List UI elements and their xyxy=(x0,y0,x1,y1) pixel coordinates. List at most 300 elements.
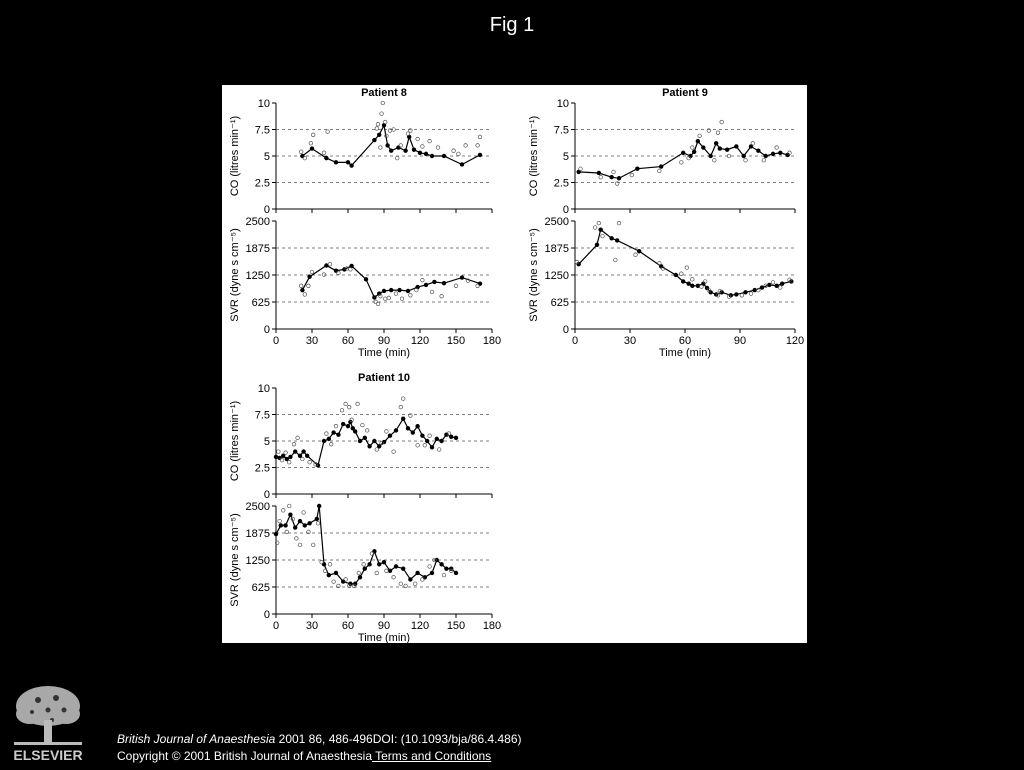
data-point-mean xyxy=(743,290,747,294)
data-point-individual xyxy=(292,442,296,446)
data-point-mean xyxy=(460,275,464,279)
y-tick-label: 0 xyxy=(263,204,270,216)
elsevier-tree-icon xyxy=(8,680,88,765)
data-point-mean xyxy=(310,146,314,150)
data-point-mean xyxy=(322,439,326,443)
data-point-individual xyxy=(284,451,288,455)
data-point-individual xyxy=(476,144,480,148)
data-point-individual xyxy=(376,302,380,306)
data-point-individual xyxy=(380,112,384,116)
data-point-mean xyxy=(382,440,386,444)
data-point-mean xyxy=(274,532,278,536)
data-point-mean xyxy=(692,150,696,154)
data-point-mean xyxy=(708,154,712,158)
data-point-mean xyxy=(595,243,599,247)
data-point-mean xyxy=(298,519,302,523)
data-point-individual xyxy=(691,278,695,282)
y-tick-label: 0 xyxy=(263,489,270,501)
data-point-individual xyxy=(375,127,379,131)
data-point-mean xyxy=(377,133,381,137)
data-point-mean xyxy=(756,149,760,153)
data-point-mean xyxy=(741,154,745,158)
data-point-individual xyxy=(744,158,748,162)
data-point-individual xyxy=(612,170,616,174)
x-axis-label: Time (min) xyxy=(357,347,411,359)
data-point-individual xyxy=(416,443,420,447)
data-point-individual xyxy=(680,161,684,165)
data-point-mean xyxy=(358,439,362,443)
data-point-mean xyxy=(430,571,434,575)
data-point-mean xyxy=(609,236,613,240)
data-point-individual xyxy=(421,145,425,149)
data-point-mean xyxy=(394,428,398,432)
data-point-individual xyxy=(311,133,315,137)
data-point-mean xyxy=(364,277,368,281)
data-point-mean xyxy=(444,566,448,570)
data-point-individual xyxy=(658,169,662,173)
data-point-individual xyxy=(361,423,365,427)
data-point-mean xyxy=(406,426,410,430)
data-point-mean xyxy=(288,512,292,516)
data-point-individual xyxy=(392,450,396,454)
data-point-individual xyxy=(601,234,605,238)
data-point-mean xyxy=(635,167,639,171)
y-tick-label: 2.5 xyxy=(254,462,270,475)
data-point-individual xyxy=(278,519,282,523)
data-point-mean xyxy=(322,562,326,566)
data-point-mean xyxy=(617,176,621,180)
data-point-mean xyxy=(423,575,427,579)
data-point-individual xyxy=(464,144,468,148)
data-point-mean xyxy=(442,154,446,158)
data-point-mean xyxy=(300,288,304,292)
data-point-mean xyxy=(425,439,429,443)
x-tick-label: 0 xyxy=(571,335,579,347)
data-point-mean xyxy=(771,152,775,156)
y-tick-label: 7.5 xyxy=(553,124,569,137)
data-point-mean xyxy=(734,292,738,296)
data-point-mean xyxy=(397,288,401,292)
data-point-mean xyxy=(300,154,304,158)
y-tick-label: 2500 xyxy=(544,216,569,228)
data-point-mean xyxy=(315,517,319,521)
data-point-individual xyxy=(316,521,320,525)
data-point-individual xyxy=(308,460,312,464)
data-point-individual xyxy=(454,284,458,288)
data-point-mean xyxy=(349,163,353,167)
elsevier-logo xyxy=(8,680,88,765)
data-point-individual xyxy=(309,141,313,145)
data-point-mean xyxy=(372,439,376,443)
data-point-mean xyxy=(411,430,415,434)
data-point-individual xyxy=(399,582,403,586)
data-point-individual xyxy=(779,286,783,290)
x-tick-label: 0 xyxy=(272,620,280,632)
data-point-individual xyxy=(430,290,434,294)
data-point-mean xyxy=(734,144,738,148)
data-point-individual xyxy=(597,221,601,225)
data-point-mean xyxy=(615,238,619,242)
y-tick-label: 0 xyxy=(263,324,270,336)
data-point-individual xyxy=(287,460,291,464)
data-point-individual xyxy=(383,297,387,301)
data-point-mean xyxy=(478,281,482,285)
data-point-individual xyxy=(328,563,332,567)
data-point-individual xyxy=(700,285,704,289)
x-tick-label: 90 xyxy=(377,335,391,347)
data-point-individual xyxy=(298,543,302,547)
data-point-individual xyxy=(428,139,432,143)
data-point-mean xyxy=(372,295,376,299)
data-point-individual xyxy=(409,294,413,298)
data-point-individual xyxy=(295,537,299,541)
data-point-individual xyxy=(337,271,341,275)
data-point-mean xyxy=(609,175,613,179)
data-point-mean xyxy=(696,139,700,143)
y-axis-label: CO (litres min⁻¹) xyxy=(229,115,241,197)
data-point-mean xyxy=(403,149,407,153)
y-axis-label: SVR (dyne s cm⁻⁵) xyxy=(229,228,241,322)
x-tick-label: 120 xyxy=(785,335,805,347)
figure-svg xyxy=(222,85,807,643)
data-point-individual xyxy=(400,297,404,301)
data-point-individual xyxy=(307,284,311,288)
data-point-mean xyxy=(406,289,410,293)
data-point-mean xyxy=(714,141,718,145)
data-point-mean xyxy=(336,432,340,436)
data-point-mean xyxy=(331,430,335,434)
data-point-individual xyxy=(329,442,333,446)
citation-ref: 2001 86, 486-496DOI: (10.1093/bja/86.4.486) xyxy=(275,732,522,746)
data-point-individual xyxy=(347,405,351,409)
data-point-mean xyxy=(317,504,321,508)
chart-title: Patient 9 xyxy=(662,87,708,99)
x-tick-label: 90 xyxy=(733,335,747,347)
data-point-mean xyxy=(307,275,311,279)
data-point-mean xyxy=(293,525,297,529)
data-point-individual xyxy=(379,146,383,150)
data-point-mean xyxy=(372,138,376,142)
data-point-individual xyxy=(375,571,379,575)
data-point-mean xyxy=(363,566,367,570)
data-point-mean xyxy=(377,562,381,566)
data-point-individual xyxy=(302,511,306,515)
data-point-mean xyxy=(681,279,685,283)
data-point-individual xyxy=(630,173,634,177)
data-point-individual xyxy=(437,448,441,452)
data-point-mean xyxy=(334,160,338,164)
data-point-individual xyxy=(452,149,456,153)
data-point-mean xyxy=(346,160,350,164)
data-point-mean xyxy=(367,562,371,566)
data-point-individual xyxy=(303,293,307,297)
data-point-individual xyxy=(365,429,369,433)
data-point-individual xyxy=(383,120,387,124)
data-point-mean xyxy=(725,147,729,151)
data-point-mean xyxy=(367,444,371,448)
x-tick-label: 120 xyxy=(410,620,430,632)
y-tick-label: 1250 xyxy=(245,270,270,282)
data-point-individual xyxy=(311,543,315,547)
data-point-individual xyxy=(334,424,338,428)
data-point-mean xyxy=(454,571,458,575)
y-tick-label: 2.5 xyxy=(553,177,569,190)
citation xyxy=(117,731,522,765)
data-point-individual xyxy=(310,270,314,274)
y-tick-label: 10 xyxy=(257,98,270,110)
data-point-mean xyxy=(597,171,601,175)
x-axis-label: Time (min) xyxy=(658,347,712,359)
x-tick-label: 60 xyxy=(341,335,355,347)
data-point-mean xyxy=(389,288,393,292)
data-point-individual xyxy=(423,443,427,447)
x-tick-label: 180 xyxy=(482,620,502,632)
y-tick-label: 2500 xyxy=(245,501,270,513)
data-point-individual xyxy=(285,530,289,534)
data-point-individual xyxy=(387,296,391,300)
data-point-individual xyxy=(716,131,720,135)
data-point-mean xyxy=(372,549,376,553)
data-point-individual xyxy=(320,560,324,564)
copyright-text: Copyright © 2001 British Journal of Anaesthesia xyxy=(117,749,372,763)
data-point-mean xyxy=(430,154,434,158)
data-point-mean xyxy=(346,424,350,428)
data-point-individual xyxy=(404,584,408,588)
data-point-individual xyxy=(399,405,403,409)
data-point-mean xyxy=(454,436,458,440)
terms-link[interactable]: Terms and Conditions xyxy=(372,749,492,763)
y-tick-label: 0 xyxy=(263,609,270,621)
data-point-mean xyxy=(382,560,386,564)
data-point-mean xyxy=(396,145,400,149)
data-point-mean xyxy=(767,283,771,287)
x-tick-label: 90 xyxy=(377,620,391,632)
y-axis-label: SVR (dyne s cm⁻⁵) xyxy=(528,228,540,322)
y-tick-label: 0 xyxy=(562,324,569,336)
data-point-individual xyxy=(634,253,638,257)
y-tick-label: 10 xyxy=(556,98,569,110)
data-point-individual xyxy=(685,266,689,270)
data-point-mean xyxy=(353,429,357,433)
data-point-mean xyxy=(701,145,705,149)
data-point-individual xyxy=(740,294,744,298)
data-point-mean xyxy=(334,571,338,575)
data-point-individual xyxy=(394,292,398,296)
data-point-mean xyxy=(401,566,405,570)
data-point-individual xyxy=(344,578,348,582)
data-point-mean xyxy=(293,449,297,453)
series-line-mean xyxy=(276,506,456,584)
data-point-individual xyxy=(362,563,366,567)
data-point-mean xyxy=(415,571,419,575)
data-point-individual xyxy=(775,146,779,150)
data-point-mean xyxy=(388,434,392,438)
data-point-mean xyxy=(420,434,424,438)
data-point-individual xyxy=(720,120,724,124)
data-point-individual xyxy=(436,146,440,150)
data-point-individual xyxy=(614,258,618,262)
data-point-individual xyxy=(593,226,597,230)
y-axis-label: SVR (dyne s cm⁻⁵) xyxy=(229,513,241,607)
data-point-mean xyxy=(435,437,439,441)
data-point-mean xyxy=(478,153,482,157)
data-point-individual xyxy=(617,221,621,225)
data-point-individual xyxy=(395,156,399,160)
data-point-mean xyxy=(408,577,412,581)
data-point-mean xyxy=(305,454,309,458)
data-point-individual xyxy=(401,397,405,401)
data-point-mean xyxy=(307,521,311,525)
data-point-mean xyxy=(283,523,287,527)
data-point-individual xyxy=(301,457,305,461)
x-tick-label: 0 xyxy=(272,335,280,347)
data-point-individual xyxy=(579,167,583,171)
data-point-individual xyxy=(399,144,403,148)
data-point-mean xyxy=(778,151,782,155)
data-point-individual xyxy=(280,458,284,462)
slide-title: Fig 1 xyxy=(489,14,535,36)
x-tick-label: 60 xyxy=(341,620,355,632)
x-tick-label: 150 xyxy=(446,335,466,347)
figure-panel xyxy=(222,85,807,643)
data-point-mean xyxy=(460,162,464,166)
data-point-mean xyxy=(389,149,393,153)
y-tick-label: 5 xyxy=(263,151,270,163)
chart-4 xyxy=(229,372,492,501)
data-point-mean xyxy=(279,523,283,527)
y-tick-label: 1250 xyxy=(544,270,569,282)
y-axis-label: CO (litres min⁻¹) xyxy=(528,115,540,197)
x-axis-label: Time (min) xyxy=(357,632,411,643)
x-tick-label: 60 xyxy=(678,335,692,347)
chart-title: Patient 10 xyxy=(358,372,410,384)
data-point-mean xyxy=(288,455,292,459)
data-point-mean xyxy=(763,154,767,158)
data-point-individual xyxy=(413,582,417,586)
data-point-individual xyxy=(771,281,775,285)
data-point-mean xyxy=(301,449,305,453)
x-tick-label: 150 xyxy=(446,620,466,632)
data-point-individual xyxy=(325,432,329,436)
data-point-mean xyxy=(327,437,331,441)
data-point-individual xyxy=(680,272,684,276)
y-tick-label: 10 xyxy=(257,383,270,395)
chart-2 xyxy=(528,87,795,216)
y-tick-label: 625 xyxy=(251,297,270,309)
x-tick-label: 120 xyxy=(410,335,430,347)
data-point-mean xyxy=(418,151,422,155)
data-point-individual xyxy=(328,262,332,266)
data-point-individual xyxy=(457,152,461,156)
data-point-mean xyxy=(324,156,328,160)
data-point-mean xyxy=(598,227,602,231)
data-point-individual xyxy=(476,284,480,288)
y-tick-label: 5 xyxy=(263,436,270,448)
x-tick-label: 30 xyxy=(305,620,319,632)
data-point-individual xyxy=(349,268,353,272)
data-point-mean xyxy=(637,249,641,253)
data-point-mean xyxy=(348,582,352,586)
y-tick-label: 7.5 xyxy=(254,409,270,422)
data-point-individual xyxy=(698,134,702,138)
data-point-mean xyxy=(341,579,345,583)
x-tick-label: 30 xyxy=(305,335,319,347)
data-point-individual xyxy=(357,571,361,575)
data-point-individual xyxy=(691,146,695,150)
data-point-individual xyxy=(303,156,307,160)
data-point-individual xyxy=(287,504,291,508)
data-point-individual xyxy=(428,434,432,438)
data-point-individual xyxy=(322,151,326,155)
y-tick-label: 7.5 xyxy=(254,124,270,137)
data-point-mean xyxy=(718,146,722,150)
logo-label: ELSEVIER xyxy=(13,747,83,763)
data-point-individual xyxy=(344,402,348,406)
y-tick-label: 2.5 xyxy=(254,177,270,190)
data-point-mean xyxy=(696,284,700,288)
y-tick-label: 625 xyxy=(550,297,569,309)
data-point-mean xyxy=(363,436,367,440)
data-point-individual xyxy=(299,284,303,288)
data-point-mean xyxy=(394,564,398,568)
y-axis-label: CO (litres min⁻¹) xyxy=(229,400,241,482)
data-point-individual xyxy=(385,430,389,434)
y-tick-label: 1250 xyxy=(245,555,270,567)
data-point-individual xyxy=(749,292,753,296)
series-line-mean xyxy=(302,266,480,298)
data-point-mean xyxy=(681,151,685,155)
y-tick-label: 2500 xyxy=(245,216,270,228)
data-point-individual xyxy=(376,122,380,126)
data-point-individual xyxy=(322,273,326,277)
data-point-mean xyxy=(424,152,428,156)
data-point-individual xyxy=(356,402,360,406)
data-point-individual xyxy=(762,158,766,162)
data-point-individual xyxy=(332,580,336,584)
data-point-mean xyxy=(412,147,416,151)
data-point-mean xyxy=(353,582,357,586)
data-point-individual xyxy=(440,294,444,298)
data-point-individual xyxy=(299,150,303,154)
y-tick-label: 0 xyxy=(562,204,569,216)
chart-3 xyxy=(528,216,804,359)
data-point-individual xyxy=(385,569,389,573)
data-point-individual xyxy=(326,130,330,134)
copyright-line xyxy=(117,748,522,765)
data-point-mean xyxy=(401,417,405,421)
data-point-individual xyxy=(281,509,285,513)
data-point-mean xyxy=(430,445,434,449)
data-point-individual xyxy=(442,573,446,577)
y-tick-label: 1875 xyxy=(245,243,270,255)
data-point-mean xyxy=(342,267,346,271)
data-point-mean xyxy=(303,523,307,527)
chart-0 xyxy=(229,87,492,216)
x-tick-label: 180 xyxy=(482,335,502,347)
data-point-mean xyxy=(780,281,784,285)
chart-title: Patient 8 xyxy=(361,87,407,99)
data-point-individual xyxy=(421,278,425,282)
data-point-mean xyxy=(327,573,331,577)
data-point-mean xyxy=(341,422,345,426)
data-point-mean xyxy=(690,284,694,288)
journal-name: British Journal of Anaesthesia xyxy=(117,732,276,746)
y-tick-label: 1875 xyxy=(245,528,270,540)
data-point-individual xyxy=(751,141,755,145)
x-tick-label: 30 xyxy=(623,335,637,347)
data-point-individual xyxy=(428,565,432,569)
data-point-mean xyxy=(439,562,443,566)
